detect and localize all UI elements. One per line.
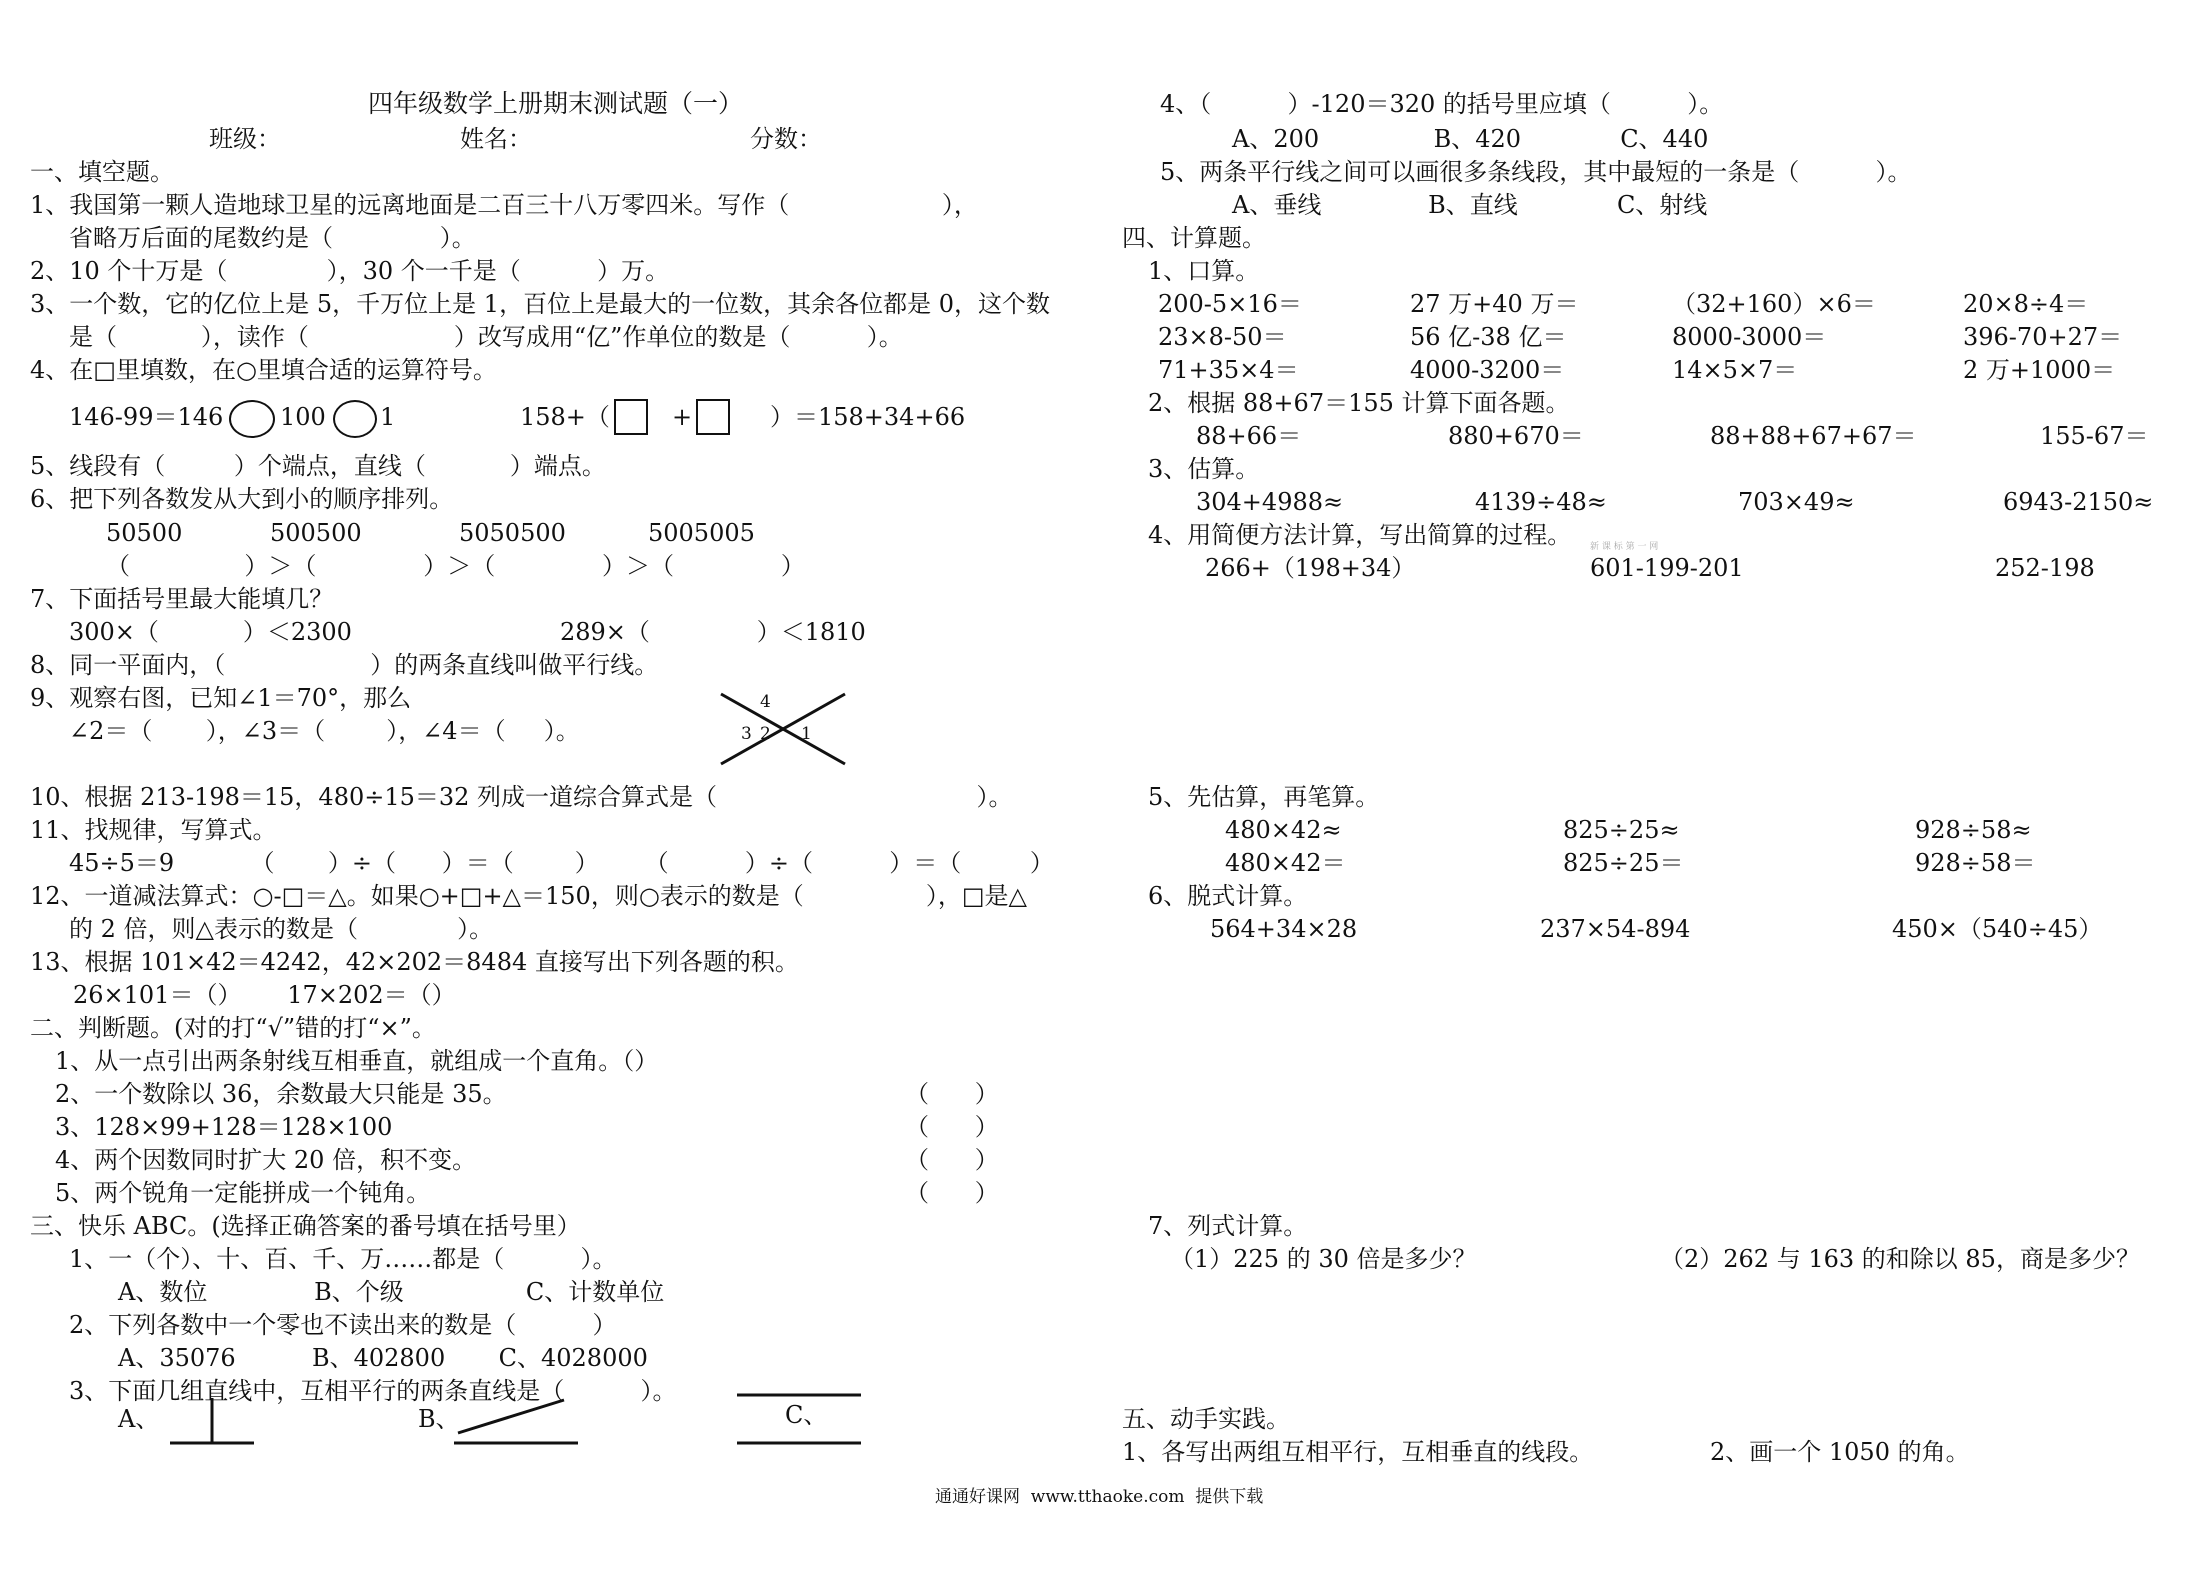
calc-2-item: 88+66＝	[1196, 422, 1302, 450]
page-title: 四年级数学上册期末测试题（一）	[368, 89, 744, 118]
step-calc-item: 564+34×28	[1210, 915, 1358, 943]
calc-6-heading: 6、脱式计算。	[1148, 882, 1308, 910]
calc-4-heading: 4、用简便方法计算，写出简算的过程。	[1148, 521, 1572, 549]
mental-math-item: 200-5×16＝	[1158, 290, 1302, 318]
number-box	[696, 399, 730, 435]
calc-1-heading: 1、口算。	[1148, 257, 1260, 285]
parallel-lines-figure	[735, 1390, 865, 1452]
question-6-number: 5005005	[648, 519, 755, 547]
question-11: 11、找规律，写算式。	[30, 816, 277, 844]
judgement-5: 5、两个锐角一定能拼成一个钝角。	[55, 1179, 431, 1207]
choice-5: 5、两条平行线之间可以画很多条线段，其中最短的一条是（ ）。	[1160, 158, 1912, 186]
intersecting-slanted-lines-figure	[452, 1396, 582, 1452]
question-9-line-2: ∠2＝（ ），∠3＝（ ），∠4＝（ ）。	[69, 717, 580, 745]
estimate-item: 4139÷48≈	[1475, 488, 1607, 516]
question-1-line-1: 1、我国第一颗人造地球卫星的远离地面是二百三十八万零四米。写作（ ），	[30, 191, 978, 219]
estimate-item: 304+4988≈	[1196, 488, 1344, 516]
mental-math-item: 4000-3200＝	[1410, 356, 1565, 384]
choice-3-option-a: A、	[118, 1405, 160, 1433]
section-fill-blank-heading: 一、填空题。	[30, 158, 174, 186]
question-3-line-2: 是（ ），读作（ ）改写成用“亿”作单位的数是（ ）。	[69, 323, 903, 351]
choice-4-options: A、200 B、420 C、440	[1232, 125, 1709, 153]
written-calc-estimate: 928÷58≈	[1915, 816, 2032, 844]
written-calc-exact: 480×42＝	[1225, 849, 1346, 877]
footer-credit: 通通好课网 www.tthaoke.com 提供下载	[935, 1487, 1264, 1507]
question-6-number: 500500	[270, 519, 362, 547]
simplify-item: 252-198	[1995, 554, 2095, 582]
angle-label-1: 1	[801, 724, 812, 744]
mental-math-item: 396-70+27＝	[1963, 323, 2123, 351]
written-calc-exact: 825÷25＝	[1563, 849, 1684, 877]
question-7-expr-a: 300×（ ）＜2300	[69, 618, 352, 646]
watermark-text: 新 课 标 第 一 网	[1590, 542, 1659, 552]
calc-7-heading: 7、列式计算。	[1148, 1212, 1308, 1240]
step-calc-item: 237×54-894	[1540, 915, 1691, 943]
question-6: 6、把下列各数发从大到小的顺序排列。	[30, 485, 454, 513]
judgement-answer-blank: （ ）	[905, 1113, 999, 1141]
section-judgement-heading: 二、判断题。(对的打“√”错的打“×”。	[30, 1014, 436, 1042]
section-calculation-heading: 四、计算题。	[1122, 224, 1266, 252]
question-7-expr-b: 289×（ ）＜1810	[560, 618, 866, 646]
judgement-2: 2、一个数除以 36，余数最大只能是 35。	[55, 1080, 507, 1108]
choice-1-options: A、数位 B、个级 C、计数单位	[118, 1278, 665, 1306]
question-11-expressions: 45÷5＝9 （ ）÷（ ）＝（ ） （ ）÷（ ）＝（ ）	[69, 849, 1054, 877]
estimate-item: 703×49≈	[1738, 488, 1855, 516]
class-label: 班级：	[209, 125, 281, 153]
question-12-line-1: 12、一道减法算式：○-□＝△。如果○+□+△＝150，则○表示的数是（ ），□是△	[30, 882, 1027, 910]
judgement-answer-blank: （ ）	[905, 1146, 999, 1174]
question-6-answer-blanks: （ ）＞（ ）＞（ ）＞（ ）	[106, 552, 805, 580]
practice-2: 2、画一个 1050 的角。	[1710, 1438, 1970, 1466]
number-box	[614, 399, 648, 435]
question-4-expr-1-part-b: 100	[280, 403, 326, 431]
angle-label-2: 2	[760, 724, 771, 744]
name-label: 姓名：	[460, 125, 532, 153]
mental-math-item: （32+160）×6＝	[1672, 290, 1876, 318]
section-choice-heading: 三、快乐 ABC。(选择正确答案的番号填在括号里）	[30, 1212, 581, 1240]
choice-2-options: A、35076 B、402800 C、4028000	[118, 1344, 648, 1372]
question-4: 4、在□里填数，在○里填合适的运算符号。	[30, 356, 497, 384]
question-4-expr-2-plus: +	[672, 403, 693, 431]
perpendicular-lines-figure	[168, 1396, 258, 1452]
question-8: 8、同一平面内，（ ）的两条直线叫做平行线。	[30, 651, 659, 679]
question-6-number: 50500	[106, 519, 183, 547]
mental-math-item: 14×5×7＝	[1672, 356, 1798, 384]
simplify-item: 601-199-201	[1590, 554, 1744, 582]
written-calc-exact: 928÷58＝	[1915, 849, 2036, 877]
calc-3-heading: 3、估算。	[1148, 455, 1260, 483]
written-calc-estimate: 825÷25≈	[1563, 816, 1680, 844]
practice-1: 1、各写出两组互相平行，互相垂直的线段。	[1122, 1438, 1594, 1466]
question-5: 5、线段有（ ）个端点，直线（ ）端点。	[30, 452, 606, 480]
calc-5-heading: 5、先估算，再笔算。	[1148, 783, 1380, 811]
choice-4: 4、（ ）-120＝320 的括号里应填（ ）。	[1160, 90, 1724, 118]
question-4-expr-2-part-a: 158+（	[520, 403, 610, 431]
word-problem-1: （1）225 的 30 倍是多少？	[1170, 1245, 1477, 1273]
calc-2-item: 155-67＝	[2040, 422, 2149, 450]
mental-math-item: 23×8-50＝	[1158, 323, 1287, 351]
calc-2-heading: 2、根据 88+67＝155 计算下面各题。	[1148, 389, 1570, 417]
score-label: 分数：	[750, 125, 822, 153]
mental-math-item: 20×8÷4＝	[1963, 290, 2089, 318]
angle-label-4: 4	[760, 692, 771, 712]
question-3-line-1: 3、一个数，它的亿位上是 5，千万位上是 1，百位上是最大的一位数，其余各位都是 0，这个数	[30, 290, 1050, 318]
choice-3-option-c: C、	[785, 1401, 828, 1429]
judgement-answer-blank: （ ）	[905, 1080, 999, 1108]
intersecting-lines-figure	[715, 686, 855, 786]
judgement-4: 4、两个因数同时扩大 20 倍，积不变。	[55, 1146, 477, 1174]
calc-2-item: 880+670＝	[1448, 422, 1584, 450]
question-12-line-2: 的 2 倍，则△表示的数是（ ）。	[69, 915, 494, 943]
calc-2-item: 88+88+67+67＝	[1710, 422, 1917, 450]
mental-math-item: 71+35×4＝	[1158, 356, 1299, 384]
judgement-3: 3、128×99+128＝128×100	[55, 1113, 393, 1141]
question-4-expr-2-part-c: ）＝158+34+66	[770, 403, 966, 431]
choice-2: 2、下列各数中一个零也不读出来的数是（ ）	[69, 1311, 617, 1339]
choice-1: 1、一（个）、十、百、千、万……都是（ ）。	[69, 1245, 617, 1273]
mental-math-item: 27 万+40 万＝	[1410, 290, 1579, 318]
question-4-expr-1-part-c: 1	[380, 403, 396, 431]
choice-3-option-b: B、	[418, 1405, 460, 1433]
question-1-line-2: 省略万后面的尾数约是（ ）。	[69, 224, 476, 252]
question-13: 13、根据 101×42＝4242，42×202＝8484 直接写出下列各题的积。	[30, 948, 799, 976]
question-13-expressions: 26×101＝（） 17×202＝（）	[73, 981, 456, 1009]
estimate-item: 6943-2150≈	[2003, 488, 2154, 516]
question-6-number: 5050500	[459, 519, 566, 547]
question-7: 7、下面括号里最大能填几？	[30, 585, 334, 613]
question-2: 2、10 个十万是（ ），30 个一千是（ ）万。	[30, 257, 670, 285]
step-calc-item: 450×（540÷45）	[1892, 915, 2103, 943]
question-10: 10、根据 213-198＝15，480÷15＝32 列成一道综合算式是（ ）。	[30, 783, 1013, 811]
angle-label-3: 3	[741, 724, 752, 744]
choice-3: 3、下面几组直线中，互相平行的两条直线是（ ）。	[69, 1377, 677, 1405]
judgement-1: 1、从一点引出两条射线互相垂直，就组成一个直角。（）	[55, 1047, 659, 1075]
word-problem-2: （2）262 与 163 的和除以 85，商是多少？	[1660, 1245, 2140, 1273]
choice-5-options: A、垂线 B、直线 C、射线	[1232, 191, 1708, 219]
mental-math-item: 2 万+1000＝	[1963, 356, 2116, 384]
mental-math-item: 8000-3000＝	[1672, 323, 1827, 351]
question-4-expr-1-part-a: 146-99＝146	[69, 403, 224, 431]
section-practice-heading: 五、动手实践。	[1122, 1405, 1290, 1433]
simplify-item: 266+（198+34）	[1205, 554, 1416, 582]
operator-circle	[229, 400, 275, 438]
operator-circle	[333, 400, 377, 438]
question-9-line-1: 9、观察右图，已知∠1＝70°，那么	[30, 684, 412, 712]
written-calc-estimate: 480×42≈	[1225, 816, 1342, 844]
mental-math-item: 56 亿-38 亿＝	[1410, 323, 1567, 351]
judgement-answer-blank: （ ）	[905, 1179, 999, 1207]
